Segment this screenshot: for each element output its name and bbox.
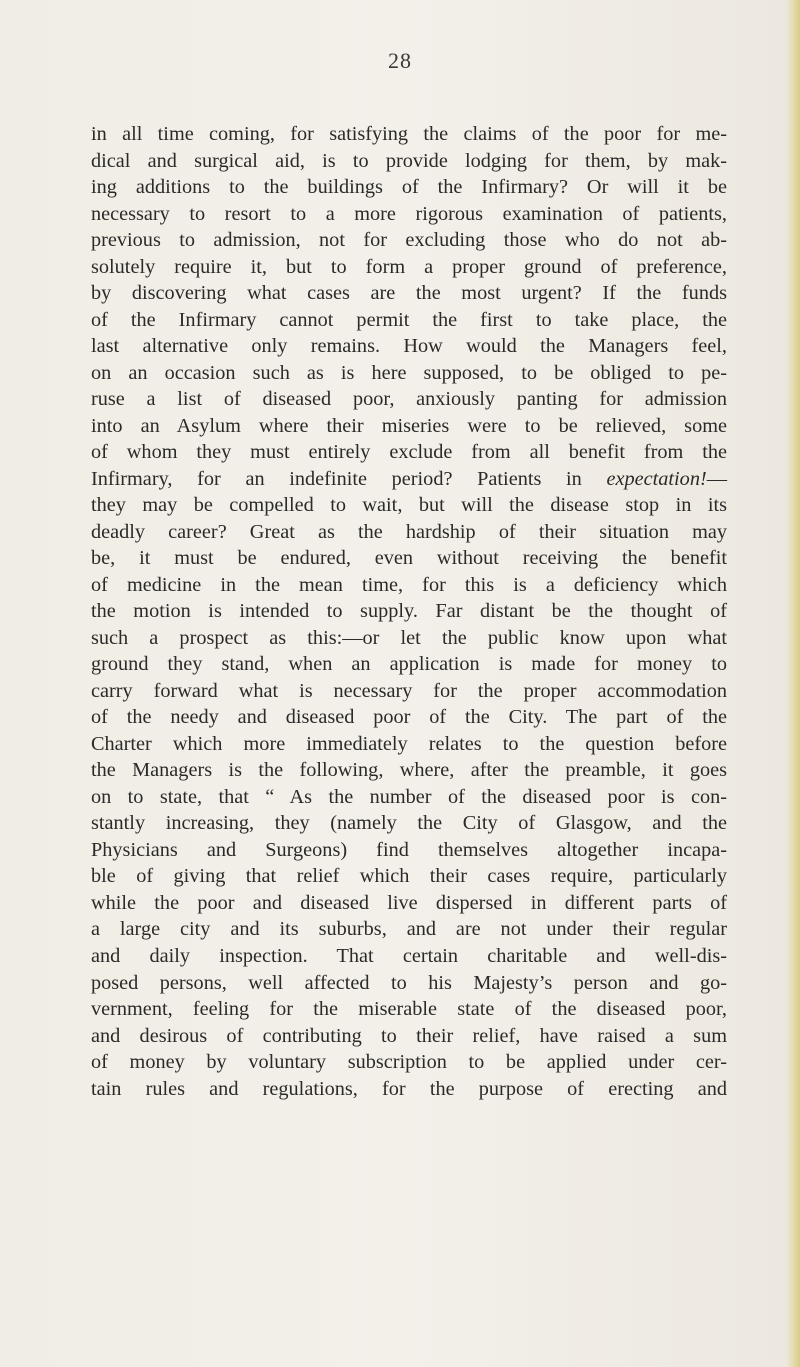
text-line: previous to admission, not for excluding those who do not ab-	[91, 229, 727, 252]
text-line: on to state, that “ As the number of the diseased poor is con-	[91, 785, 727, 808]
text-line: of medicine in the mean time, for this is a deficiency which	[91, 573, 727, 596]
text-line: necessary to resort to a more rigorous examination of patients,	[91, 202, 727, 225]
italic-emphasis: expectation!	[606, 467, 707, 490]
text-line: ble of giving that relief which their cases require, particularly	[91, 865, 727, 888]
text-line: Charter which more immediately relates to the question before	[91, 732, 727, 755]
text-line: the motion is intended to supply. Far distant be the thought of	[91, 600, 727, 623]
text-line: vernment, feeling for the miserable state of the diseased poor,	[91, 998, 727, 1021]
page-edge	[786, 0, 800, 1367]
text-line: Infirmary, for an indefinite period? Patients in expectation!—	[91, 467, 727, 490]
text-line: stantly increasing, they (namely the City of Glasgow, and the	[91, 812, 727, 835]
text-line: and daily inspection. That certain charitable and well-dis-	[91, 944, 727, 967]
text-line: a large city and its suburbs, and are not under their regular	[91, 918, 727, 941]
body-text	[91, 121, 727, 1102]
text-line: by discovering what cases are the most urgent? If the funds	[91, 282, 727, 305]
page-number: 28	[388, 48, 412, 73]
text-line: solutely require it, but to form a proper ground of preference,	[91, 255, 727, 278]
text-line: into an Asylum where their miseries were to be relieved, some	[91, 414, 727, 437]
text-line: such a prospect as this:—or let the public know upon what	[91, 626, 727, 649]
text-line: ground they stand, when an application is made for money to	[91, 653, 727, 676]
text-line: of the needy and diseased poor of the City. The part of the	[91, 706, 727, 729]
text-line: posed persons, well affected to his Majesty’s person and go-	[91, 971, 727, 994]
text-line: while the poor and diseased live dispersed in different parts of	[91, 891, 727, 914]
text-line: deadly career? Great as the hardship of their situation may	[91, 520, 727, 543]
text-line: be, it must be endured, even without receiving the benefit	[91, 547, 727, 570]
text-line: on an occasion such as is here supposed, to be obliged to pe-	[91, 361, 727, 384]
text-line: the Managers is the following, where, after the preamble, it goes	[91, 759, 727, 782]
text-line: they may be compelled to wait, but will the disease stop in its	[91, 494, 727, 517]
text-line: of whom they must entirely exclude from all benefit from the	[91, 441, 727, 464]
text-line: of the Infirmary cannot permit the first to take place, the	[91, 308, 727, 331]
text-line: carry forward what is necessary for the proper accommodation	[91, 679, 727, 702]
text-line: and desirous of contributing to their relief, have raised a sum	[91, 1024, 727, 1047]
text-line: in all time coming, for satisfying the claims of the poor for me-	[91, 123, 727, 145]
text-line: ruse a list of diseased poor, anxiously panting for admission	[91, 388, 727, 411]
text-line: ing additions to the buildings of the Infirmary? Or will it be	[91, 176, 727, 199]
text-line: Physicians and Surgeons) find themselves altogether incapa-	[91, 838, 727, 861]
text-line: tain rules and regulations, for the purpose of erecting and	[91, 1077, 727, 1100]
text-line: of money by voluntary subscription to be applied under cer-	[91, 1051, 727, 1074]
text-line: dical and surgical aid, is to provide lodging for them, by mak-	[91, 149, 727, 172]
text-line: last alternative only remains. How would the Managers feel,	[91, 335, 727, 358]
